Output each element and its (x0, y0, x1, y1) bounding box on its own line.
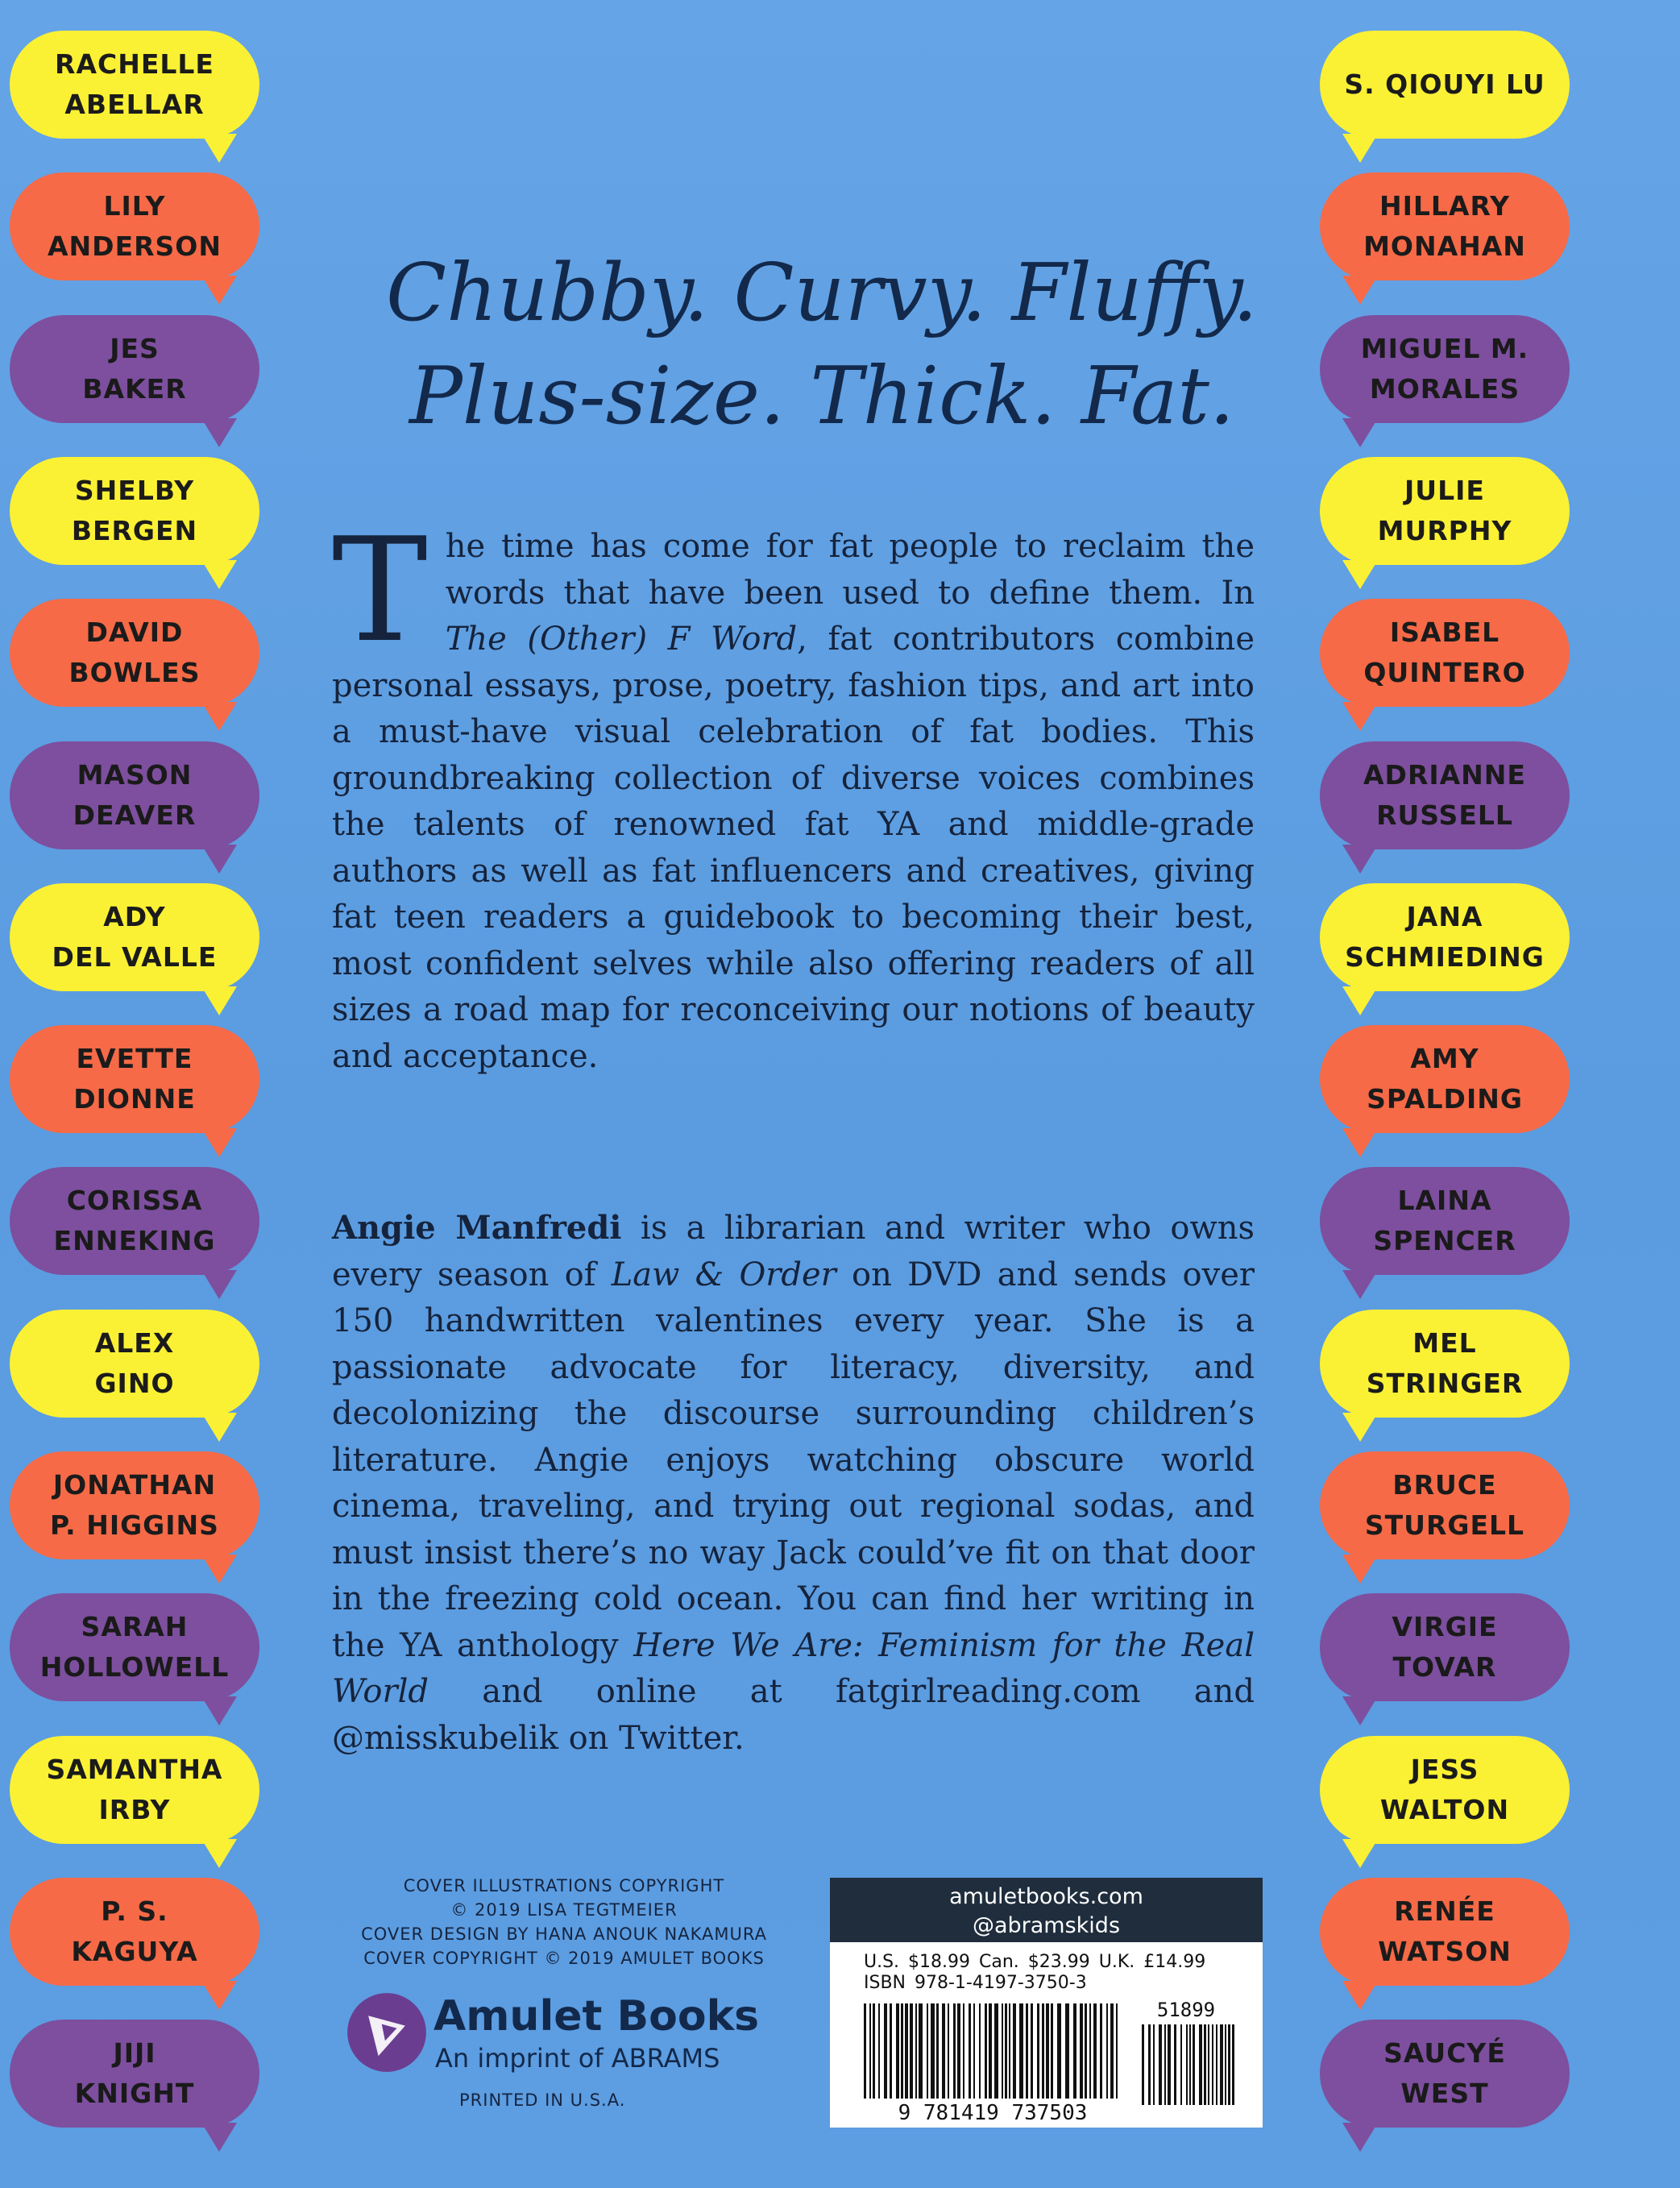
contributor-bubble-left (10, 1878, 259, 1986)
speech-tail (201, 1270, 237, 1299)
contributor-bubble-right (1320, 1736, 1570, 1844)
barcode-bar (989, 2003, 992, 2099)
author-name: Angie Manfredi (332, 1209, 622, 1247)
bio-text-1: is a librarian and writer who owns every season of (332, 1210, 1255, 1293)
credit-line-2: © 2019 LISA TEGTMEIER (450, 1900, 678, 1920)
barcode-bar (1009, 2003, 1010, 2099)
speech-tail (1342, 2123, 1378, 2152)
speech-tail (1342, 702, 1378, 731)
headline-line-2: Plus-size. Thick. Fat. (409, 351, 1235, 442)
barcode-bar (936, 2003, 939, 2099)
barcode-bar (969, 2003, 971, 2099)
barcode-bar (985, 2003, 987, 2099)
description-text-2: , fat contributors combine personal essays, prose, poetry, fashion tips, and art into a must-have visual celebration of fat bodies. This groundbreaking collection of diverse voices combines the talents of renowned fat YA and middle-grade authors as well as fat influencers and creatives, giving fat teen readers a guidebook to becoming their best, most confident selves while also offering readers of all sizes a road map for reconceiving our notions of beauty and acceptance. (332, 621, 1255, 1075)
amulet-logo-icon (345, 1991, 429, 2074)
printed-in: PRINTED IN U.S.A. (459, 2090, 626, 2110)
book-description (332, 507, 1255, 1080)
bio-text-2: on DVD and sends over 150 handwritten valentines every year. She is a passionate advocate for literacy, diversity, and decolonizing the discourse surrounding children’s literature. Angie enjoys watching obscure world cinema, traveling, and trying out regional sodas, and must insist there’s no way Jack could’ve fit on that door in the freezing cold ocean. You can find her writing in the YA anthology (332, 1256, 1255, 1664)
barcode-bar (1186, 2024, 1188, 2105)
contributor-bubble-left (10, 2020, 259, 2128)
price-line: U.S. $18.99 Can. $23.99 U.K. £14.99 (864, 1952, 1206, 1972)
speech-tail (1342, 276, 1378, 305)
speech-tail (201, 845, 237, 874)
contributor-bubble-right (1320, 457, 1570, 565)
contributor-bubble-left (10, 1167, 259, 1275)
cover-credits (322, 1874, 806, 1970)
barcode-bar (896, 2003, 899, 2099)
barcode-bar (953, 2003, 956, 2099)
addon-digits: 51899 (1156, 1999, 1216, 2021)
isbn: ISBN 978-1-4197-3750-3 (864, 1973, 1087, 1993)
publisher-name: Amulet Books (433, 1992, 760, 2041)
contributor-bubble-left (10, 31, 259, 139)
contributor-bubble-right (1320, 1878, 1570, 1986)
barcode-bar (957, 2003, 960, 2099)
contributor-name: MEL STRINGER (1366, 1327, 1524, 1399)
barcode-bar (1116, 2003, 1118, 2099)
contributor-name: HILLARY MONAHAN (1363, 190, 1526, 263)
contributor-name: MASON DEAVER (73, 758, 197, 831)
barcode-bar (1013, 2003, 1016, 2099)
barcode-bar (1080, 2003, 1083, 2099)
barcode-bar (1051, 2003, 1053, 2099)
barcode-bar (931, 2003, 935, 2099)
contributor-name: AMY SPALDING (1367, 1043, 1523, 1115)
contributor-name: JONATHAN P. HIGGINS (50, 1469, 219, 1541)
speech-tail (1342, 986, 1378, 1015)
description-text-1: he time has come for fat people to reclaim the words that have been used to define them. In (445, 528, 1255, 612)
contributor-bubble-right (1320, 2020, 1570, 2128)
contributor-bubble-right (1320, 883, 1570, 991)
contributor-column-right (1320, 0, 1586, 2188)
contributor-name: JESS WALTON (1379, 1753, 1510, 1825)
barcode-bar (1089, 2003, 1091, 2099)
barcode-bar (1065, 2003, 1069, 2099)
barcode-bar (973, 2003, 975, 2099)
barcode-bar (1232, 2024, 1234, 2105)
barcode-bar (878, 2003, 880, 2099)
speech-tail (201, 276, 237, 305)
drop-cap: T (332, 507, 428, 674)
contributor-name: LILY ANDERSON (48, 190, 222, 263)
author-bio (332, 1205, 1255, 1762)
barcode-bar (1225, 2024, 1226, 2105)
show-title: Law & Order (611, 1256, 836, 1293)
speech-tail (1342, 1413, 1378, 1442)
book-title: The (Other) F Word (445, 621, 798, 658)
ean-bars (864, 2003, 1118, 2099)
barcode-bar (1026, 2003, 1028, 2099)
speech-tail (1342, 1555, 1378, 1584)
addon-bars (1142, 2024, 1234, 2105)
contributor-name: JIJI KNIGHT (74, 2037, 195, 2110)
barcode-bar (901, 2003, 903, 2099)
speech-tail (201, 986, 237, 1015)
speech-tail (1342, 134, 1378, 163)
barcode-bar (1159, 2024, 1162, 2105)
bio-text-3: and online at fatgirlreading.com and @misskubelik on Twitter. (332, 1673, 1255, 1757)
speech-tail (1342, 560, 1378, 589)
publisher-logo (345, 1991, 796, 2087)
headline (318, 242, 1325, 448)
barcode-bar (1002, 2003, 1003, 2099)
publisher-website: amuletbooks.com (949, 1884, 1143, 1909)
barcode-bar (1204, 2024, 1206, 2105)
contributor-bubble-right (1320, 1451, 1570, 1559)
contributor-name: RENÉE WATSON (1378, 1895, 1512, 1967)
speech-tail (201, 418, 237, 447)
speech-tail (1342, 418, 1378, 447)
contributor-bubble-right (1320, 31, 1570, 139)
barcode-bar (1189, 2024, 1191, 2105)
contributor-name: ADRIANNE RUSSELL (1363, 758, 1526, 831)
contributor-bubble-left (10, 1025, 259, 1133)
speech-tail (1342, 1270, 1378, 1299)
contributor-name: S. QIOUYI LU (1344, 69, 1545, 100)
contributor-bubble-left (10, 1310, 259, 1418)
barcode-panel (830, 1878, 1263, 2128)
barcode-bar (1100, 2003, 1102, 2099)
barcode-bar (942, 2003, 945, 2099)
contributor-bubble-left (10, 1593, 259, 1701)
contributor-name: RACHELLE ABELLAR (55, 48, 214, 120)
contributor-name: P. S. KAGUYA (71, 1895, 198, 1967)
contributor-bubble-right (1320, 741, 1570, 849)
barcode-bar (890, 2003, 892, 2099)
speech-tail (1342, 1696, 1378, 1725)
barcode-bar (1180, 2024, 1182, 2105)
barcode-bar (1153, 2024, 1155, 2105)
contributor-bubble-right (1320, 599, 1570, 707)
contributor-bubble-right (1320, 1167, 1570, 1275)
barcode-bar (864, 2003, 866, 2099)
contributor-name: JES BAKER (82, 332, 187, 405)
publisher-imprint: An imprint of ABRAMS (435, 2043, 720, 2074)
speech-tail (201, 1555, 237, 1584)
barcode-bar (915, 2003, 917, 2099)
barcode-bar (1216, 2024, 1217, 2105)
barcode-bar (1148, 2024, 1151, 2105)
contributor-name: BRUCE STURGELL (1364, 1469, 1525, 1541)
speech-tail (201, 134, 237, 163)
contributor-bubble-left (10, 741, 259, 849)
barcode-bar (910, 2003, 913, 2099)
barcode-bar (1037, 2003, 1039, 2099)
speech-tail (201, 1696, 237, 1725)
contributor-bubble-left (10, 883, 259, 991)
barcode-bar (979, 2003, 981, 2099)
speech-tail (1342, 1981, 1378, 2010)
contributor-name: SAMANTHA IRBY (46, 1753, 223, 1825)
barcode-bar (1046, 2003, 1049, 2099)
barcode-bar (1212, 2024, 1213, 2105)
barcode-bar (1168, 2024, 1171, 2105)
speech-tail (201, 1839, 237, 1868)
contributor-bubble-left (10, 1736, 259, 1844)
barcode-header (830, 1878, 1263, 1942)
contributor-bubble-left (10, 599, 259, 707)
contributor-bubble-right (1320, 172, 1570, 280)
contributor-bubble-left (10, 1451, 259, 1559)
contributor-bubble-right (1320, 315, 1570, 423)
barcode-bar (1073, 2003, 1076, 2099)
headline-line-1: Chubby. Curvy. Fluffy. (386, 247, 1258, 339)
barcode-bar (1164, 2024, 1166, 2105)
contributor-bubble-right (1320, 1310, 1570, 1418)
contributor-bubble-left (10, 315, 259, 423)
barcode-bar (1042, 2003, 1044, 2099)
barcode-bar (1019, 2003, 1023, 2099)
contributor-name: SHELBY BERGEN (71, 474, 198, 546)
barcode-bar (919, 2003, 923, 2099)
speech-tail (201, 1128, 237, 1157)
barcode-bar (1142, 2024, 1144, 2105)
contributor-bubble-left (10, 457, 259, 565)
barcode-bar (1228, 2024, 1230, 2105)
barcode-bar (905, 2003, 908, 2099)
contributor-name: ALEX GINO (94, 1327, 175, 1399)
contributor-name: MIGUEL M. MORALES (1360, 332, 1529, 405)
contributor-name: VIRGIE TOVAR (1392, 1611, 1498, 1684)
barcode-bar (948, 2003, 949, 2099)
barcode-bar (1031, 2003, 1033, 2099)
barcode-bar (927, 2003, 928, 2099)
speech-tail (201, 1981, 237, 2010)
speech-tail (1342, 1839, 1378, 1868)
contributor-name: LAINA SPENCER (1373, 1185, 1516, 1257)
contributor-bubble-right (1320, 1025, 1570, 1133)
speech-tail (201, 2123, 237, 2152)
contributor-name: CORISSA ENNEKING (53, 1185, 216, 1257)
barcode-bar (1174, 2024, 1176, 2105)
publisher-social: @abramskids (972, 1913, 1121, 1938)
contributor-name: SARAH HOLLOWELL (39, 1611, 230, 1684)
barcode-bar (873, 2003, 875, 2099)
contributor-name: JANA SCHMIEDING (1345, 900, 1545, 973)
ean-digits: 9 781419 737503 (898, 2101, 1088, 2124)
barcode-bar (1057, 2003, 1061, 2099)
contributor-name: ADY DEL VALLE (52, 900, 218, 973)
contributor-bubble-right (1320, 1593, 1570, 1701)
barcode-bar (869, 2003, 871, 2099)
barcode-bar (1110, 2003, 1114, 2099)
speech-tail (1342, 845, 1378, 874)
barcode-bar (1005, 2003, 1007, 2099)
credit-line-3: COVER DESIGN BY HANA ANOUK NAKAMURA (361, 1924, 767, 1944)
barcode (848, 1997, 1251, 2124)
anthology-title: Here We Are: Feminism for the Real World (332, 1626, 1255, 1710)
contributor-name: ISABEL QUINTERO (1363, 617, 1526, 689)
barcode-bar (1208, 2024, 1209, 2105)
contributor-name: SAUCYÉ WEST (1383, 2037, 1506, 2110)
barcode-bar (1199, 2024, 1202, 2105)
barcode-bar (884, 2003, 887, 2099)
barcode-bar (994, 2003, 998, 2099)
credit-line-4: COVER COPYRIGHT © 2019 AMULET BOOKS (363, 1949, 765, 1968)
speech-tail (201, 702, 237, 731)
contributor-name: JULIE MURPHY (1377, 474, 1512, 546)
barcode-bar (1193, 2024, 1195, 2105)
barcode-bar (963, 2003, 964, 2099)
contributor-name: EVETTE DIONNE (73, 1043, 196, 1115)
barcode-bar (1106, 2003, 1108, 2099)
barcode-bar (1093, 2003, 1097, 2099)
speech-tail (1342, 1128, 1378, 1157)
speech-tail (201, 1413, 237, 1442)
contributor-column-left (10, 0, 276, 2188)
barcode-bar (1085, 2003, 1087, 2099)
contributor-bubble-left (10, 172, 259, 280)
barcode-bar (1220, 2024, 1223, 2105)
speech-tail (201, 560, 237, 589)
contributor-name: DAVID BOWLES (68, 617, 201, 689)
credit-line-1: COVER ILLUSTRATIONS COPYRIGHT (403, 1876, 725, 1895)
